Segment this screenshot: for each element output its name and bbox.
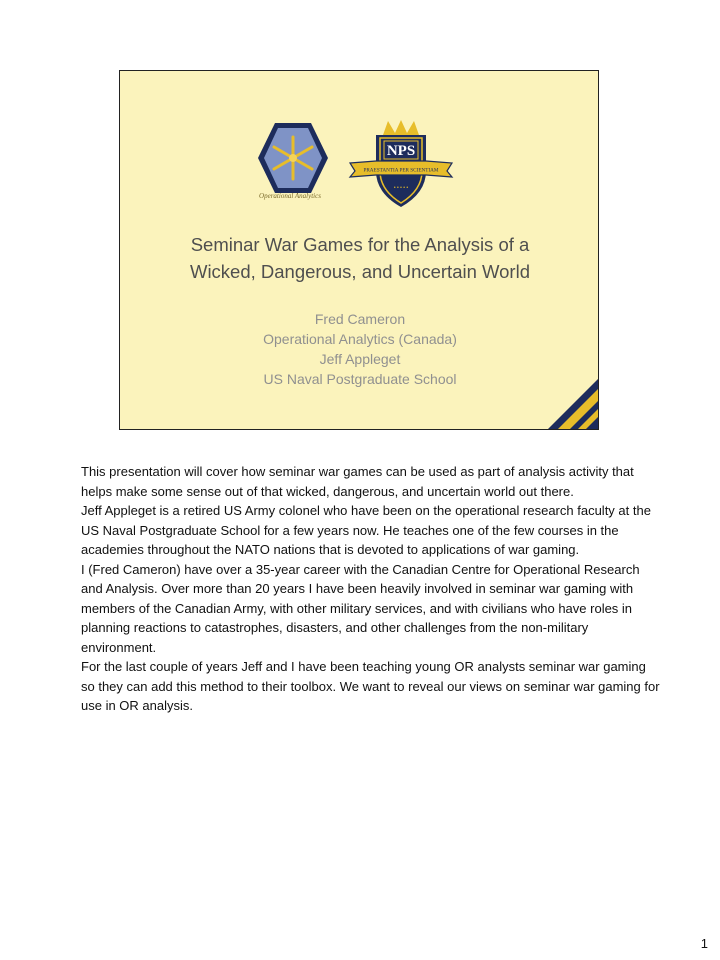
author-line: Jeff Appleget xyxy=(319,351,401,367)
notes-paragraph: I (Fred Cameron) have over a 35-year career with the Canadian Centre for Operational Research and Analysis. Over more than 20 years I have been heavily involved in seminar war gaming with members of the Canadian Army, with other military services, and with civilians who have roles in planning reactions to catastrophes, disasters, and other challenges from the non-military environment. xyxy=(81,561,640,655)
page-number: 1 xyxy=(700,936,708,951)
corner-stripes-decoration xyxy=(548,379,598,429)
notes-paragraph: Jeff Appleget is a retired US Army colonel who have been on the operational research faculty at the US Naval Postgraduate School for a few years now. He teaches one of the few courses in the academies throughout the NATO nations that is devoted to applications of war gaming. xyxy=(81,503,651,557)
nps-initials: NPS xyxy=(386,143,416,159)
operational-analytics-logo-icon xyxy=(257,121,329,199)
nps-shield-logo-icon xyxy=(346,119,456,209)
nps-dots: • • • • • xyxy=(393,185,409,191)
speaker-notes xyxy=(81,462,661,716)
operational-analytics-caption: Operational Analytics xyxy=(259,192,321,200)
author-line: US Naval Postgraduate School xyxy=(263,371,457,387)
nps-motto: PRAESTANTIA PER SCIENTIAM xyxy=(363,167,439,174)
slide-title xyxy=(120,231,599,285)
slide-title-line: Seminar War Games for the Analysis of a xyxy=(190,234,530,255)
author-line: Operational Analytics (Canada) xyxy=(263,331,457,347)
notes-paragraph: For the last couple of years Jeff and I have been teaching young OR analysts seminar war gaming so they can add this method to their toolbox. We want to reveal our views on seminar war gaming for use in OR analysis. xyxy=(81,659,660,713)
author-line: Fred Cameron xyxy=(314,311,406,327)
slide-thumbnail xyxy=(119,70,599,430)
notes-paragraph: This presentation will cover how seminar war games can be used as part of analysis activity that helps make some sense out of that wicked, dangerous, and uncertain world out there. xyxy=(81,464,634,499)
slide-authors xyxy=(120,309,599,389)
slide-title-line: Wicked, Dangerous, and Uncertain World xyxy=(189,261,530,282)
